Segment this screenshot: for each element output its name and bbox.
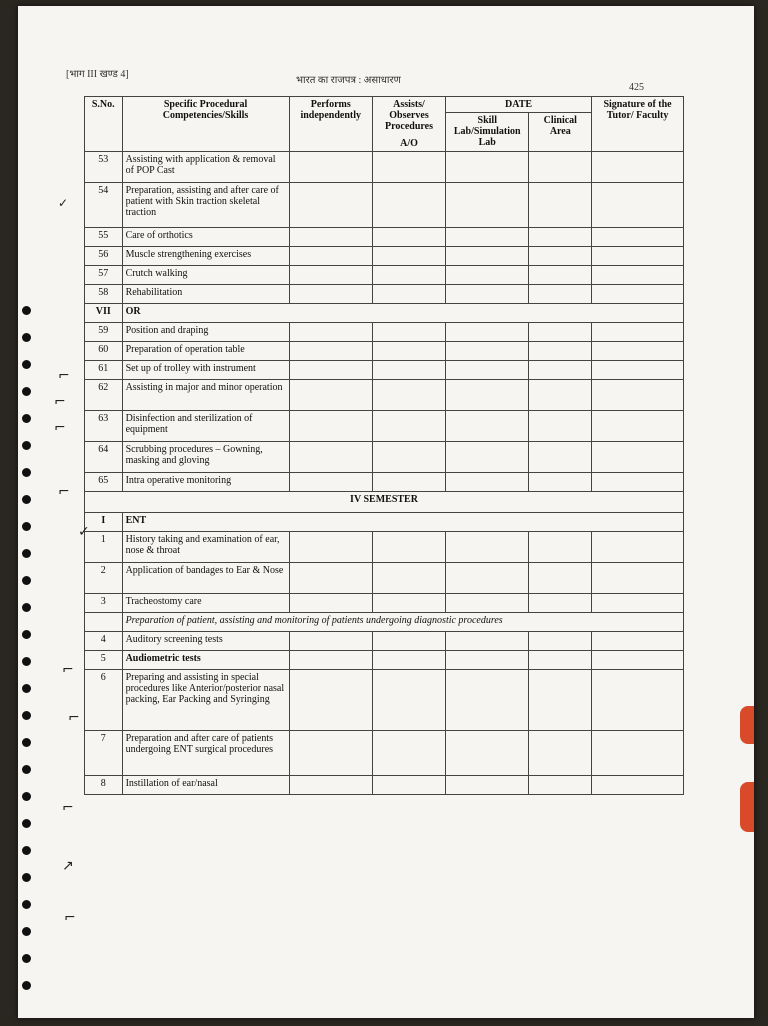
clinical-date-cell <box>529 247 592 266</box>
assists-cell <box>372 183 445 228</box>
binder-hole <box>22 576 31 585</box>
performs-cell <box>289 342 372 361</box>
performs-cell <box>289 473 372 492</box>
row-serial-number: 8 <box>85 776 123 795</box>
table-row <box>85 247 684 266</box>
section-number: VII <box>85 304 123 323</box>
signature-cell <box>592 183 684 228</box>
table-row <box>85 361 684 380</box>
binder-hole <box>22 684 31 693</box>
table-row <box>85 632 684 651</box>
binder-hole <box>22 603 31 612</box>
row-skill-text: Rehabilitation <box>122 285 289 304</box>
row-skill-text: Assisting with application & removal of POP Cast <box>122 152 289 183</box>
row-serial-number: 55 <box>85 228 123 247</box>
clinical-date-cell <box>529 183 592 228</box>
table-row <box>85 152 684 183</box>
lab-date-cell <box>446 532 529 563</box>
lab-date-cell <box>446 342 529 361</box>
row-skill-text: Tracheostomy care <box>122 594 289 613</box>
signature-cell <box>592 563 684 594</box>
row-skill-text: Preparation of operation table <box>122 342 289 361</box>
performs-cell <box>289 152 372 183</box>
row-serial-number: 7 <box>85 731 123 776</box>
row-serial-number: 62 <box>85 380 123 411</box>
performs-cell <box>289 442 372 473</box>
binder-hole <box>22 819 31 828</box>
page-number: 425 <box>629 82 644 93</box>
row-serial-number: 59 <box>85 323 123 342</box>
row-serial-number: 60 <box>85 342 123 361</box>
binder-hole <box>22 495 31 504</box>
signature-cell <box>592 594 684 613</box>
table-row <box>85 266 684 285</box>
clinical-date-cell <box>529 266 592 285</box>
row-skill-text: Auditory screening tests <box>122 632 289 651</box>
clinical-date-cell <box>529 380 592 411</box>
signature-cell <box>592 670 684 731</box>
assists-cell <box>372 563 445 594</box>
clinical-date-cell <box>529 361 592 380</box>
performs-cell <box>289 563 372 594</box>
row-skill-text: Set up of trolley with instrument <box>122 361 289 380</box>
lab-date-cell <box>446 411 529 442</box>
clinical-date-cell <box>529 152 592 183</box>
performs-cell <box>289 323 372 342</box>
binder-hole <box>22 333 31 342</box>
lab-date-cell <box>446 731 529 776</box>
clinical-date-cell <box>529 594 592 613</box>
signature-cell <box>592 532 684 563</box>
binder-hole <box>22 657 31 666</box>
table-row <box>85 380 684 411</box>
assists-cell <box>372 670 445 731</box>
col-header-assists-code: A/O <box>400 138 418 149</box>
table-row <box>85 731 684 776</box>
assists-cell <box>372 776 445 795</box>
performs-cell <box>289 411 372 442</box>
binder-hole <box>22 360 31 369</box>
binder-hole <box>22 954 31 963</box>
section-title: ENT <box>122 513 683 532</box>
section-row <box>85 304 684 323</box>
row-serial-number: 4 <box>85 632 123 651</box>
signature-cell <box>592 266 684 285</box>
clinical-date-cell <box>529 651 592 670</box>
signature-cell <box>592 411 684 442</box>
assists-cell <box>372 632 445 651</box>
lab-date-cell <box>446 247 529 266</box>
row-serial-number: 65 <box>85 473 123 492</box>
lab-date-cell <box>446 380 529 411</box>
handwritten-tick-mark: ⌐ <box>58 484 70 500</box>
row-serial-number: 2 <box>85 563 123 594</box>
lab-date-cell <box>446 442 529 473</box>
row-serial-number: 56 <box>85 247 123 266</box>
col-header-sno: S.No. <box>85 97 123 152</box>
signature-cell <box>592 731 684 776</box>
clinical-date-cell <box>529 776 592 795</box>
col-header-skill: Specific Procedural Competencies/Skills <box>122 97 289 152</box>
lab-date-cell <box>446 594 529 613</box>
performs-cell <box>289 285 372 304</box>
clinical-date-cell <box>529 731 592 776</box>
binder-hole <box>22 414 31 423</box>
table-row <box>85 532 684 563</box>
signature-cell <box>592 152 684 183</box>
col-header-clinical: Clinical Area <box>529 113 592 152</box>
performs-cell <box>289 228 372 247</box>
binder-hole <box>22 522 31 531</box>
row-serial-number: 53 <box>85 152 123 183</box>
row-serial-number: 64 <box>85 442 123 473</box>
row-serial-number: 54 <box>85 183 123 228</box>
row-skill-text: Preparing and assisting in special procedures like Anterior/posterior nasal packing, Ear Packing and Syringing <box>122 670 289 731</box>
section-number: I <box>85 513 123 532</box>
section-title: OR <box>122 304 683 323</box>
competencies-table <box>84 96 684 795</box>
handwritten-tick-mark: ↗ <box>62 858 74 874</box>
lab-date-cell <box>446 152 529 183</box>
row-skill-text: Audiometric tests <box>122 651 289 670</box>
binder-hole <box>22 927 31 936</box>
lab-date-cell <box>446 228 529 247</box>
clinical-date-cell <box>529 670 592 731</box>
assists-cell <box>372 442 445 473</box>
col-header-assists <box>372 97 445 152</box>
binder-hole <box>22 468 31 477</box>
assists-cell <box>372 342 445 361</box>
assists-cell <box>372 323 445 342</box>
signature-cell <box>592 473 684 492</box>
lab-date-cell <box>446 473 529 492</box>
binder-hole <box>22 981 31 990</box>
performs-cell <box>289 670 372 731</box>
col-header-date: DATE <box>446 97 592 113</box>
procedure-note-row <box>85 613 684 632</box>
semester-heading: IV SEMESTER <box>85 492 684 513</box>
row-skill-text: Position and draping <box>122 323 289 342</box>
table-row <box>85 776 684 795</box>
row-serial-number: 58 <box>85 285 123 304</box>
table-row <box>85 183 684 228</box>
lab-date-cell <box>446 285 529 304</box>
performs-cell <box>289 361 372 380</box>
assists-cell <box>372 594 445 613</box>
signature-cell <box>592 442 684 473</box>
performs-cell <box>289 183 372 228</box>
handwritten-tick-mark: ⌐ <box>54 394 66 410</box>
assists-cell <box>372 285 445 304</box>
clinical-date-cell <box>529 532 592 563</box>
table-row <box>85 594 684 613</box>
header-gazette-title: भारत का राजपत्र : असाधारण <box>296 75 401 86</box>
performs-cell <box>289 594 372 613</box>
row-serial-number: 1 <box>85 532 123 563</box>
handwritten-tick-mark: ⌐ <box>62 800 74 816</box>
col-header-lab: Skill Lab/Simulation Lab <box>446 113 529 152</box>
table-row <box>85 285 684 304</box>
assists-cell <box>372 411 445 442</box>
assists-cell <box>372 731 445 776</box>
red-tab <box>740 782 754 832</box>
clinical-date-cell <box>529 342 592 361</box>
table-row <box>85 473 684 492</box>
binder-hole <box>22 792 31 801</box>
handwritten-tick-mark: ⌐ <box>68 710 80 726</box>
clinical-date-cell <box>529 228 592 247</box>
binder-hole <box>22 711 31 720</box>
clinical-date-cell <box>529 632 592 651</box>
clinical-date-cell <box>529 411 592 442</box>
table-row <box>85 670 684 731</box>
clinical-date-cell <box>529 563 592 594</box>
table-row <box>85 563 684 594</box>
performs-cell <box>289 632 372 651</box>
clinical-date-cell <box>529 473 592 492</box>
red-tab <box>740 706 754 744</box>
row-serial-number: 3 <box>85 594 123 613</box>
lab-date-cell <box>446 266 529 285</box>
col-header-performs: Performs independently <box>289 97 372 152</box>
row-skill-text: Instillation of ear/nasal <box>122 776 289 795</box>
signature-cell <box>592 323 684 342</box>
row-skill-text: Assisting in major and minor operation <box>122 380 289 411</box>
binder-hole <box>22 846 31 855</box>
assists-cell <box>372 532 445 563</box>
assists-cell <box>372 152 445 183</box>
row-serial-number: 5 <box>85 651 123 670</box>
col-header-assists-label: Assists/ Observes Procedures <box>385 99 433 132</box>
binder-hole <box>22 765 31 774</box>
lab-date-cell <box>446 670 529 731</box>
assists-cell <box>372 473 445 492</box>
binder-hole <box>22 630 31 639</box>
lab-date-cell <box>446 361 529 380</box>
performs-cell <box>289 731 372 776</box>
semester-row <box>85 492 684 513</box>
row-skill-text: Crutch walking <box>122 266 289 285</box>
signature-cell <box>592 632 684 651</box>
assists-cell <box>372 380 445 411</box>
row-skill-text: Disinfection and sterilization of equipment <box>122 411 289 442</box>
performs-cell <box>289 380 372 411</box>
table-row <box>85 323 684 342</box>
signature-cell <box>592 285 684 304</box>
row-skill-text: Preparation and after care of patients undergoing ENT surgical procedures <box>122 731 289 776</box>
assists-cell <box>372 651 445 670</box>
assists-cell <box>372 228 445 247</box>
signature-cell <box>592 228 684 247</box>
table-row <box>85 228 684 247</box>
note-empty-cell <box>85 613 123 632</box>
row-skill-text: Care of orthotics <box>122 228 289 247</box>
lab-date-cell <box>446 323 529 342</box>
table-row <box>85 442 684 473</box>
assists-cell <box>372 361 445 380</box>
handwritten-tick-mark: ⌐ <box>54 420 66 436</box>
signature-cell <box>592 651 684 670</box>
row-serial-number: 61 <box>85 361 123 380</box>
handwritten-tick-mark: ✓ <box>58 196 69 210</box>
performs-cell <box>289 651 372 670</box>
row-serial-number: 63 <box>85 411 123 442</box>
signature-cell <box>592 342 684 361</box>
binder-hole <box>22 738 31 747</box>
binder-hole <box>22 549 31 558</box>
performs-cell <box>289 532 372 563</box>
procedure-note: Preparation of patient, assisting and monitoring of patients undergoing diagnostic procedures <box>122 613 683 632</box>
assists-cell <box>372 247 445 266</box>
section-row <box>85 513 684 532</box>
handwritten-tick-mark: ✓ <box>78 524 90 540</box>
col-header-signature: Signature of the Tutor/ Faculty <box>592 97 684 152</box>
binder-hole <box>22 387 31 396</box>
performs-cell <box>289 247 372 266</box>
binder-hole <box>22 441 31 450</box>
handwritten-tick-mark: ⌐ <box>64 910 76 926</box>
binder-hole <box>22 900 31 909</box>
table-row <box>85 411 684 442</box>
header-part-label: [भाग III खण्ड 4] <box>66 69 129 80</box>
clinical-date-cell <box>529 323 592 342</box>
lab-date-cell <box>446 183 529 228</box>
lab-date-cell <box>446 776 529 795</box>
lab-date-cell <box>446 632 529 651</box>
performs-cell <box>289 266 372 285</box>
clinical-date-cell <box>529 442 592 473</box>
performs-cell <box>289 776 372 795</box>
binder-hole <box>22 306 31 315</box>
handwritten-tick-mark: ⌐ <box>62 662 74 678</box>
row-serial-number: 57 <box>85 266 123 285</box>
row-skill-text: Application of bandages to Ear & Nose <box>122 563 289 594</box>
binder-hole <box>22 873 31 882</box>
row-skill-text: Scrubbing procedures – Gowning, masking and gloving <box>122 442 289 473</box>
row-serial-number: 6 <box>85 670 123 731</box>
assists-cell <box>372 266 445 285</box>
signature-cell <box>592 247 684 266</box>
row-skill-text: Intra operative monitoring <box>122 473 289 492</box>
row-skill-text: Muscle strengthening exercises <box>122 247 289 266</box>
signature-cell <box>592 776 684 795</box>
clinical-date-cell <box>529 285 592 304</box>
binder-holes <box>18 306 36 1026</box>
handwritten-tick-mark: ⌐ <box>58 368 70 384</box>
table-row <box>85 651 684 670</box>
table-row <box>85 342 684 361</box>
lab-date-cell <box>446 651 529 670</box>
document-page <box>18 6 754 1018</box>
page-header <box>66 62 714 93</box>
lab-date-cell <box>446 563 529 594</box>
signature-cell <box>592 380 684 411</box>
row-skill-text: Preparation, assisting and after care of patient with Skin traction skeletal traction <box>122 183 289 228</box>
signature-cell <box>592 361 684 380</box>
row-skill-text: History taking and examination of ear, nose & throat <box>122 532 289 563</box>
